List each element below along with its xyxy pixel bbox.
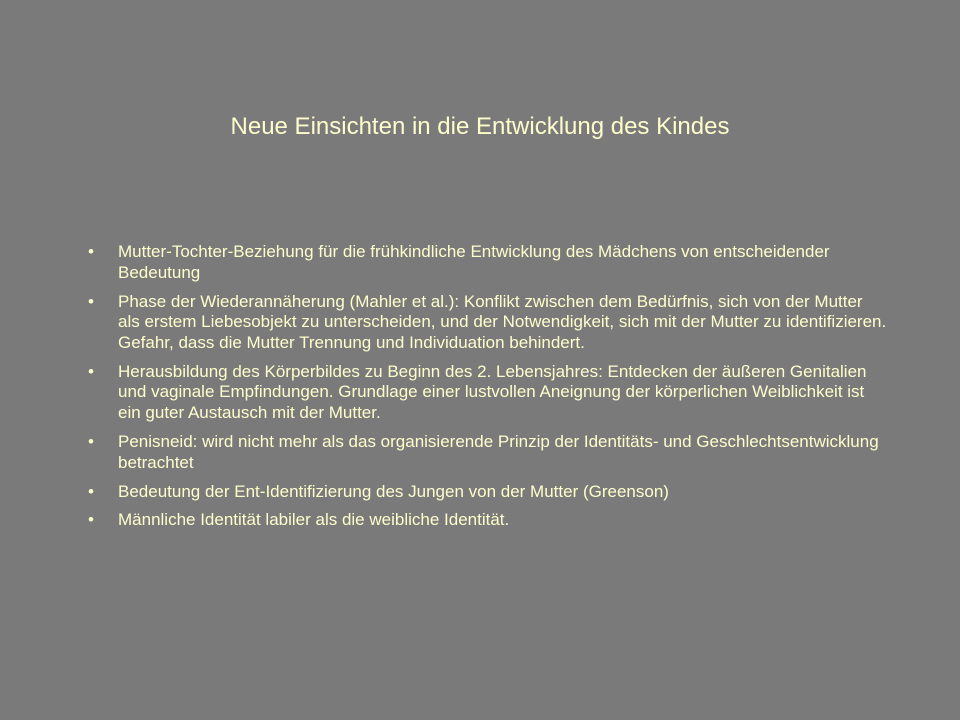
bullet-icon: • [88,510,94,530]
list-item [88,292,888,354]
list-item [88,432,888,473]
bullet-icon: • [88,481,94,501]
bullet-list [88,242,888,539]
list-item [88,242,888,283]
bullet-icon: • [88,242,94,261]
bullet-icon: • [88,431,94,451]
bullet-icon: • [88,361,94,381]
bullet-text: Männliche Identität labiler als die weibliche Identität. [118,510,510,530]
bullet-text: Phase der Wiederannäherung (Mahler et al.): Konflikt zwischen dem Bedürfnis, sich von der Mutter als erstem Liebesobjekt zu unterscheiden, und der Notwendigkeit, sich mit der Mutter zu identifizieren. Gefahr, dass die Mutter Trennung und Individuation behindert. [118,291,887,352]
bullet-text: Mutter-Tochter-Beziehung für die frühkindliche Entwicklung des Mädchens von entscheidender Bedeutung [118,242,830,282]
bullet-icon: • [88,291,94,311]
bullet-text: Bedeutung der Ent-Identifizierung des Jungen von der Mutter (Greenson) [118,481,669,501]
list-item [88,362,888,424]
slide-title: Neue Einsichten in die Entwicklung des Kindes [230,113,730,140]
list-item [88,482,888,503]
list-item [88,510,888,531]
bullet-text: Penisneid: wird nicht mehr als das organisierende Prinzip der Identitäts- und Geschlechtsentwicklung betrachtet [118,431,879,472]
bullet-text: Herausbildung des Körperbildes zu Beginn des 2. Lebensjahres: Entdecken der äußeren Genitalien und vaginale Empfindungen. Grundlage einer lustvollen Aneignung der körperlichen Weiblichkeit ist ein guter Austausch mit der Mutter. [118,361,867,422]
